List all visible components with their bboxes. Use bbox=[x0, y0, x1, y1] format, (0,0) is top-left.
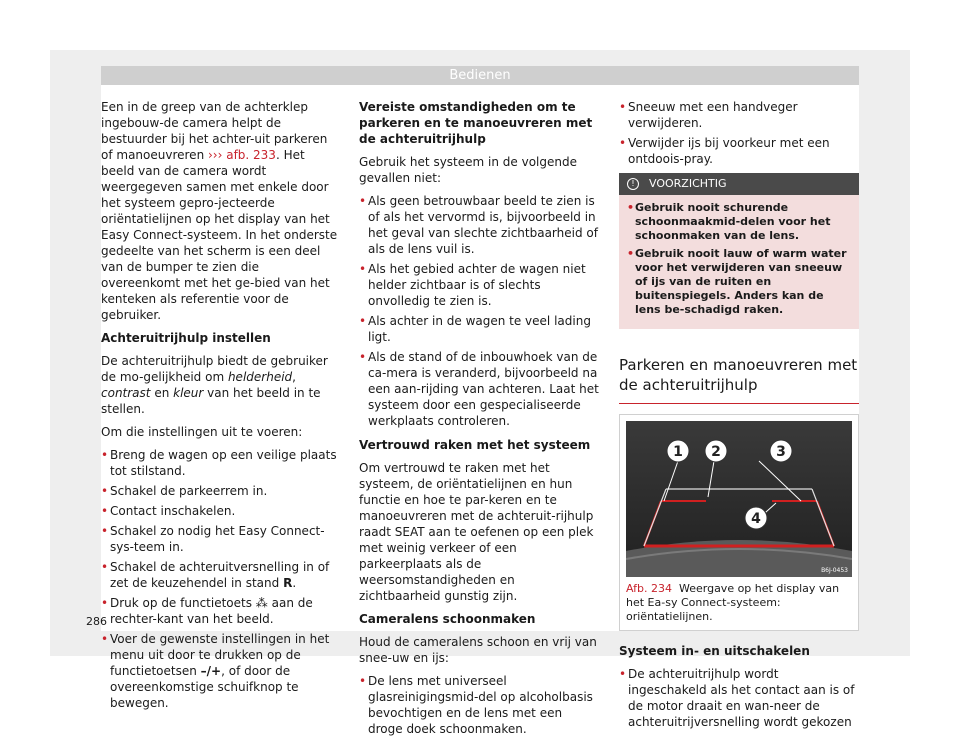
list-item: • De achteruitrijhulp wordt ingeschakeld als het contact aan is of de motor draait en wan-neer de achteruitrijversnelling wordt gekozen bbox=[619, 666, 859, 730]
caution-item: • Gebruik nooit lauw of warm water voor het verwijderen van sneeuw of ijs van de ruiten en buitenspiegels. Anders kan de lens be-schadigd raken. bbox=[627, 247, 851, 317]
conditions-intro: Gebruik het systeem in de volgende gevallen niet: bbox=[359, 155, 577, 185]
heading-conditions: Vereiste omstandigheden om te parkeren en te manoeuvreren met de achteruitrijhulp bbox=[359, 100, 593, 146]
caution-item: • Gebruik nooit schurende schoonmaakmid-delen voor het schoonmaken van de lens. bbox=[627, 201, 851, 243]
caution-box bbox=[619, 173, 859, 329]
list-item: • Sneeuw met een handveger verwijderen. bbox=[619, 99, 859, 131]
section-title: Parkeren en manoeuvreren met de achteruitrijhulp bbox=[619, 355, 859, 404]
list-item: • Contact inschakelen. bbox=[101, 503, 341, 519]
heading-system-toggle: Systeem in- en uitschakelen bbox=[619, 644, 810, 658]
list-item: • Als de stand of de inbouwhoek van de ca-mera is veranderd, bijvoorbeeld na een aan-rijding van achteren. Laat het systeem door een gespecialiseerde werkplaats controleren. bbox=[359, 349, 599, 429]
list-item: • Breng de wagen op een veilige plaats tot stilstand. bbox=[101, 447, 341, 479]
heading-familiarize: Vertrouwd raken met het systeem bbox=[359, 438, 591, 452]
column-2 bbox=[359, 99, 599, 741]
settings-paragraph: De achteruitrijhulp biedt de gebruiker de mo-gelijkheid om helderheid, contrast en kleur van het beeld in te stellen. bbox=[101, 354, 328, 416]
page-number: 286 bbox=[86, 615, 107, 628]
function-key-icon: ⁂ bbox=[255, 596, 268, 610]
figure-caption: Afb. 234 Weergave op het display van het Ea-sy Connect-systeem: oriëntatielijnen. bbox=[626, 582, 840, 623]
list-item: • Schakel de achteruitversnelling in of zet de keuzehendel in stand R. bbox=[101, 559, 341, 591]
callout-2: 2 bbox=[711, 444, 721, 460]
heading-settings: Achteruitrijhulp instellen bbox=[101, 331, 271, 345]
figure-code: B6J-0453 bbox=[821, 567, 848, 574]
caution-body bbox=[619, 195, 859, 329]
list-item: • De lens met universeel glasreinigingsmid-del op alcoholbasis bevochtigen en de lens met een droge doek schoonmaken. bbox=[359, 673, 599, 737]
page-content bbox=[101, 85, 859, 736]
figure bbox=[619, 414, 859, 631]
intro-paragraph: Een in de greep van de achterklep ingebouw-de camera helpt de bestuurder bij het achter-uit parkeren of manoeuvreren ››› afb. 233. Het beeld van de camera wordt weergegeven samen met enkele door het systeem gepro-jecteerde oriëntatielijnen op het display van het Easy Connect-systeem. In het onderste gedeelte van het scherm is een deel van de bumper te zien die overeenkomt met het ge-bied van het kenteken als referentie voor de gebruiker. bbox=[101, 100, 338, 322]
column-1 bbox=[101, 99, 341, 715]
callout-1: 1 bbox=[673, 444, 683, 460]
figure-ref: Afb. 234 bbox=[626, 582, 672, 595]
list-item: • Schakel de parkeerrem in. bbox=[101, 483, 341, 499]
camera-display-image bbox=[626, 421, 852, 577]
list-item: • Schakel zo nodig het Easy Connect-sys-teem in. bbox=[101, 523, 341, 555]
familiarize-paragraph: Om vertrouwd te raken met het systeem, de oriëntatielijnen en hun functie en hoe te par-keren en te manoeuvreren met de achteruit-rijhulp raadt SEAT aan te oefenen op een plek met weinig verkeer of een parkeerplaats als de weersomstandigheden en zichtbaarheid gunstig zijn. bbox=[359, 461, 594, 603]
figure-link[interactable]: ››› afb. 233 bbox=[208, 148, 276, 162]
list-item: • Als het gebied achter de wagen niet helder zichtbaar is of slechts onvolledig te zien is. bbox=[359, 261, 599, 309]
list-item: • Druk op de functietoets ⁂ aan de rechter-kant van het beeld. bbox=[101, 595, 341, 627]
list-item: • Als achter in de wagen te veel lading ligt. bbox=[359, 313, 599, 345]
header-title: Bedienen bbox=[449, 68, 511, 83]
callout-3: 3 bbox=[776, 444, 786, 460]
lens-cleaning-intro: Houd de cameralens schoon en vrij van snee-uw en ijs: bbox=[359, 635, 597, 665]
callout-4: 4 bbox=[751, 511, 761, 527]
column-3 bbox=[619, 99, 859, 734]
list-item: • Verwijder ijs bij voorkeur met een ontdoois-pray. bbox=[619, 135, 859, 167]
heading-lens-cleaning: Cameralens schoonmaken bbox=[359, 612, 536, 626]
caution-header bbox=[619, 173, 859, 195]
caution-icon: ! bbox=[627, 178, 639, 190]
list-item: • Voer de gewenste instellingen in het menu uit door te drukken op de functietoetsen –/+, of door de overeenkomstige schuifknop te bewegen. bbox=[101, 631, 341, 711]
page-header bbox=[101, 66, 859, 85]
instructions-intro: Om die instellingen uit te voeren: bbox=[101, 425, 303, 439]
list-item: • Als geen betrouwbaar beeld te zien is of als het vervormd is, bijvoorbeeld in het geval van slechte zichtbaarheid of als de lens vuil is. bbox=[359, 193, 599, 257]
caution-title: VOORZICHTIG bbox=[649, 177, 727, 190]
